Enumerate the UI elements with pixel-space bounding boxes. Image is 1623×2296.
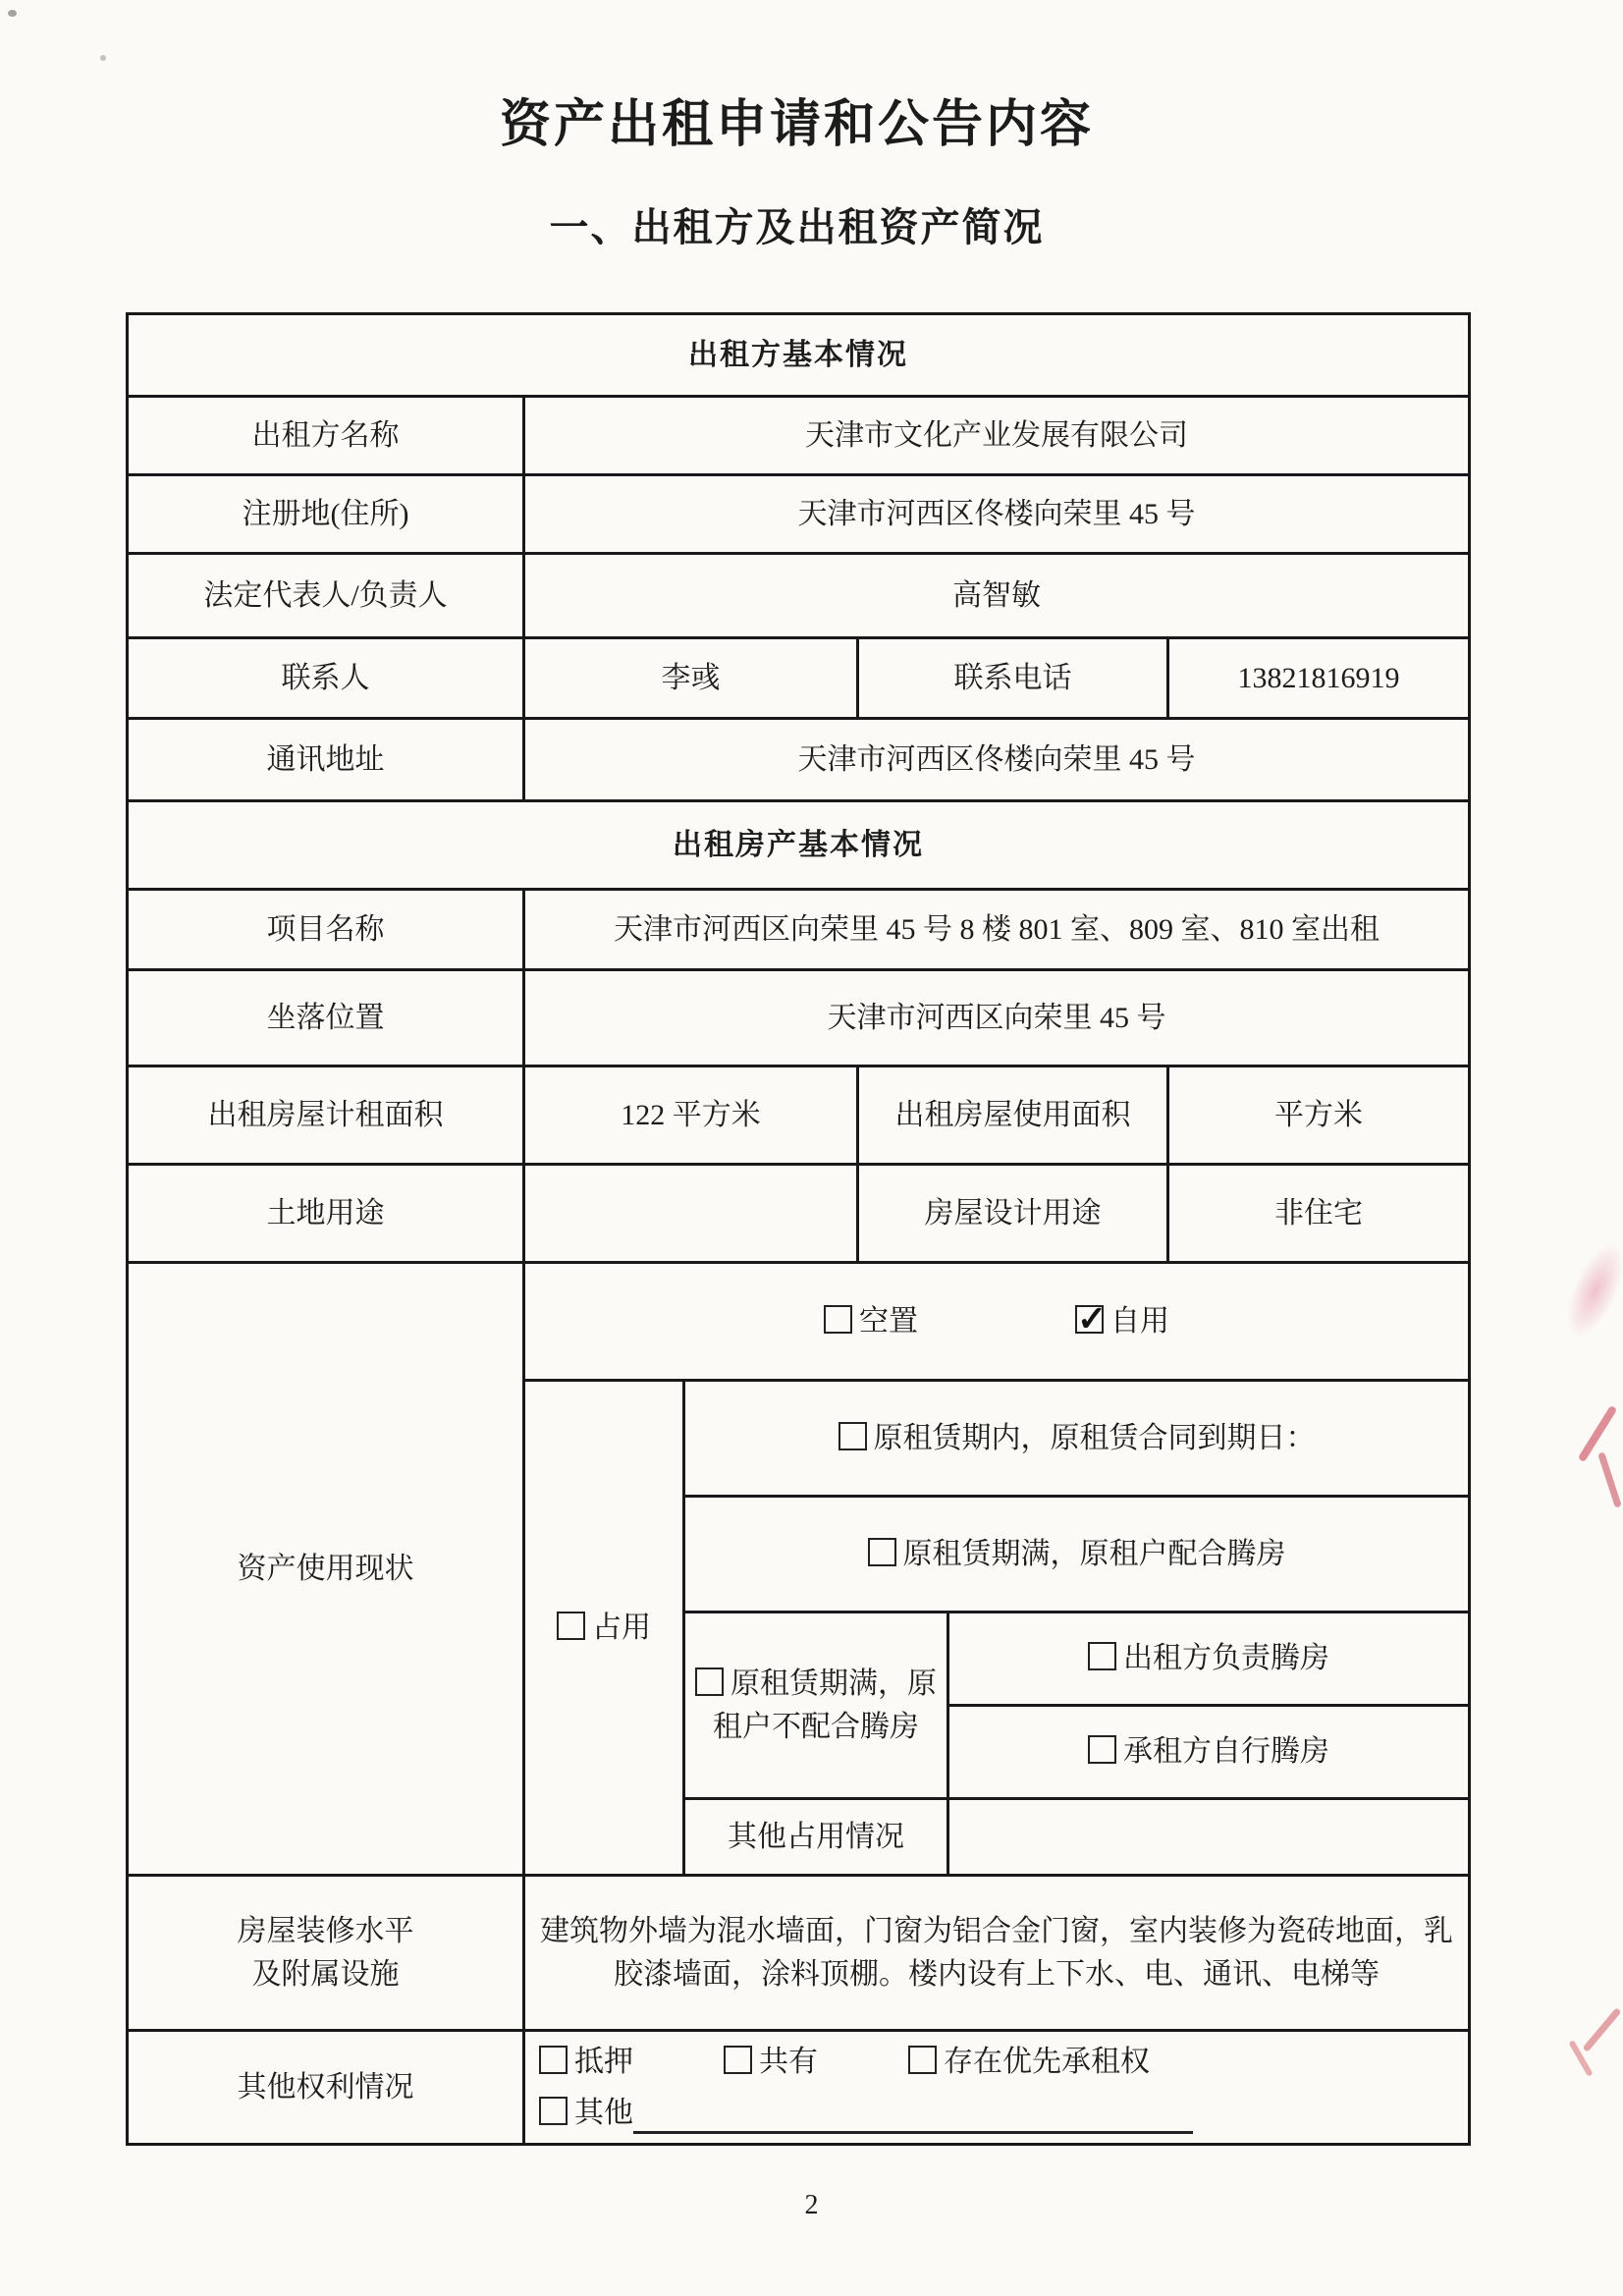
project-name-value: 天津市河西区向荣里 45 号 8 楼 801 室、809 室、810 室出租 <box>524 890 1470 970</box>
priority-label: 存在优先承租权 <box>944 2046 1150 2078</box>
expired-uncoop-label: 原租赁期满，原租户不配合腾房 <box>713 1667 937 1743</box>
legal-representative-label: 法定代表人/负责人 <box>128 554 524 638</box>
scan-artifact-red-stroke <box>1568 2040 1593 2077</box>
table-row <box>128 397 1470 475</box>
use-area-value: 平方米 <box>1168 1066 1470 1165</box>
table-row <box>128 554 1470 638</box>
mortgage-option <box>539 2041 633 2084</box>
mortgage-label: 抵押 <box>574 2046 633 2078</box>
design-use-value: 非住宅 <box>1168 1165 1470 1263</box>
scan-artifact-red-stroke <box>1597 1451 1622 1507</box>
table-row <box>128 1066 1470 1165</box>
lessor-clear-label: 出租方负责腾房 <box>1123 1642 1330 1675</box>
decoration-label <box>128 1876 524 2031</box>
usage-vacant-selfuse-cell <box>524 1263 1470 1381</box>
checkbox-inlease-icon <box>839 1422 867 1450</box>
design-use-label: 房屋设计用途 <box>858 1165 1168 1263</box>
lessor-registered-address-label: 注册地(住所) <box>128 475 524 554</box>
vacant-label: 空置 <box>859 1304 919 1338</box>
scan-artifact-pink-smudge <box>1555 1235 1623 1346</box>
scan-artifact-speck <box>8 10 17 17</box>
checkbox-shared-icon <box>724 2046 752 2074</box>
rent-area-value: 122 平方米 <box>524 1066 858 1165</box>
usage-lessee-clear-cell <box>948 1706 1470 1799</box>
selfuse-label: 自用 <box>1110 1304 1170 1338</box>
location-value: 天津市河西区向荣里 45 号 <box>524 970 1470 1066</box>
check-mark-icon: ✓ <box>1077 1298 1108 1339</box>
checkbox-priority-icon <box>908 2046 937 2074</box>
checkbox-lessor-clear-icon <box>1088 1642 1116 1670</box>
checkbox-vacant-icon <box>824 1305 852 1334</box>
scan-artifact-red-stroke <box>1582 2007 1621 2052</box>
occupied-label: 占用 <box>592 1611 651 1644</box>
table-row <box>128 314 1470 397</box>
selfuse-option <box>1075 1300 1169 1343</box>
lessor-section-header: 出租方基本情况 <box>128 314 1470 397</box>
checkbox-occupied-icon <box>557 1612 585 1640</box>
decoration-label-line2: 及附属设施 <box>251 1957 400 1991</box>
lessor-name-value: 天津市文化产业发展有限公司 <box>524 397 1470 475</box>
usage-inlease-cell <box>684 1381 1470 1497</box>
other-rights-cell <box>524 2031 1470 2145</box>
table-row <box>128 890 1470 970</box>
table-row <box>128 1876 1470 2031</box>
table-row <box>128 475 1470 554</box>
usage-lessor-clear-cell <box>948 1613 1470 1706</box>
lessor-registered-address-value: 天津市河西区佟楼向荣里 45 号 <box>524 475 1470 554</box>
legal-representative-value: 高智敏 <box>524 554 1470 638</box>
lessor-name-label: 出租方名称 <box>128 397 524 475</box>
table-row <box>128 638 1470 719</box>
page-number: 2 <box>804 2190 819 2220</box>
checkbox-selfuse-checked-icon <box>1075 1298 1108 1339</box>
table-row <box>128 970 1470 1066</box>
table-row <box>128 2031 1470 2145</box>
decoration-value: 建筑物外墙为混水墙面，门窗为铝合金门窗，室内装修为瓷砖地面，乳胶漆墙面，涂料顶棚。楼内设有上下水、电、通讯、电梯等 <box>524 1876 1470 2031</box>
table-row <box>128 1263 1470 1381</box>
property-section-header: 出租房产基本情况 <box>128 801 1470 890</box>
document-title: 资产出租申请和公告内容 <box>499 97 1094 153</box>
contact-phone-value: 13821816919 <box>1168 638 1470 719</box>
contact-person-label: 联系人 <box>128 638 524 719</box>
usage-expired-coop-cell <box>684 1497 1470 1613</box>
contact-phone-label: 联系电话 <box>858 638 1168 719</box>
other-rights-label: 其他权利情况 <box>128 2031 524 2145</box>
usage-other-occupy-label: 其他占用情况 <box>684 1799 948 1876</box>
priority-option <box>908 2041 1150 2084</box>
checkbox-lessee-clear-icon <box>1088 1735 1116 1764</box>
lessee-clear-label: 承租方自行腾房 <box>1123 1735 1330 1769</box>
scan-artifact-speck <box>100 55 106 61</box>
asset-rental-form-table <box>126 312 1471 2146</box>
other-label: 其他 <box>574 2096 633 2129</box>
land-use-value <box>524 1165 858 1263</box>
shared-option <box>724 2041 818 2084</box>
mailing-address-value: 天津市河西区佟楼向荣里 45 号 <box>524 719 1470 801</box>
checkbox-expired-coop-icon <box>868 1538 896 1566</box>
rent-area-label: 出租房屋计租面积 <box>128 1066 524 1165</box>
contact-person-value: 李彧 <box>524 638 858 719</box>
decoration-label-line1: 房屋装修水平 <box>237 1915 414 1947</box>
mailing-address-label: 通讯地址 <box>128 719 524 801</box>
usage-expired-uncoop-cell <box>684 1613 948 1799</box>
checkbox-mortgage-icon <box>539 2046 568 2074</box>
other-option <box>539 2092 633 2135</box>
checkbox-expired-uncoop-icon <box>695 1667 724 1696</box>
location-label: 坐落位置 <box>128 970 524 1066</box>
project-name-label: 项目名称 <box>128 890 524 970</box>
land-use-label: 土地用途 <box>128 1165 524 1263</box>
scan-artifact-red-stroke <box>1578 1405 1618 1463</box>
document-subtitle: 一、出租方及出租资产简况 <box>549 205 1045 249</box>
table-row <box>128 1165 1470 1263</box>
table-row <box>128 801 1470 890</box>
inlease-label: 原租赁期内，原租赁合同到期日： <box>873 1421 1316 1454</box>
expired-coop-label: 原租赁期满，原租户配合腾房 <box>902 1537 1286 1570</box>
use-area-label: 出租房屋使用面积 <box>858 1066 1168 1165</box>
usage-occupied-cell <box>524 1381 684 1876</box>
usage-status-label: 资产使用现状 <box>128 1263 524 1876</box>
shared-label: 共有 <box>759 2046 818 2078</box>
vacant-option <box>824 1300 918 1343</box>
usage-other-occupy-value <box>948 1799 1470 1876</box>
checkbox-other-icon <box>539 2097 568 2125</box>
other-blank-line <box>633 2098 1193 2134</box>
table-row <box>128 719 1470 801</box>
